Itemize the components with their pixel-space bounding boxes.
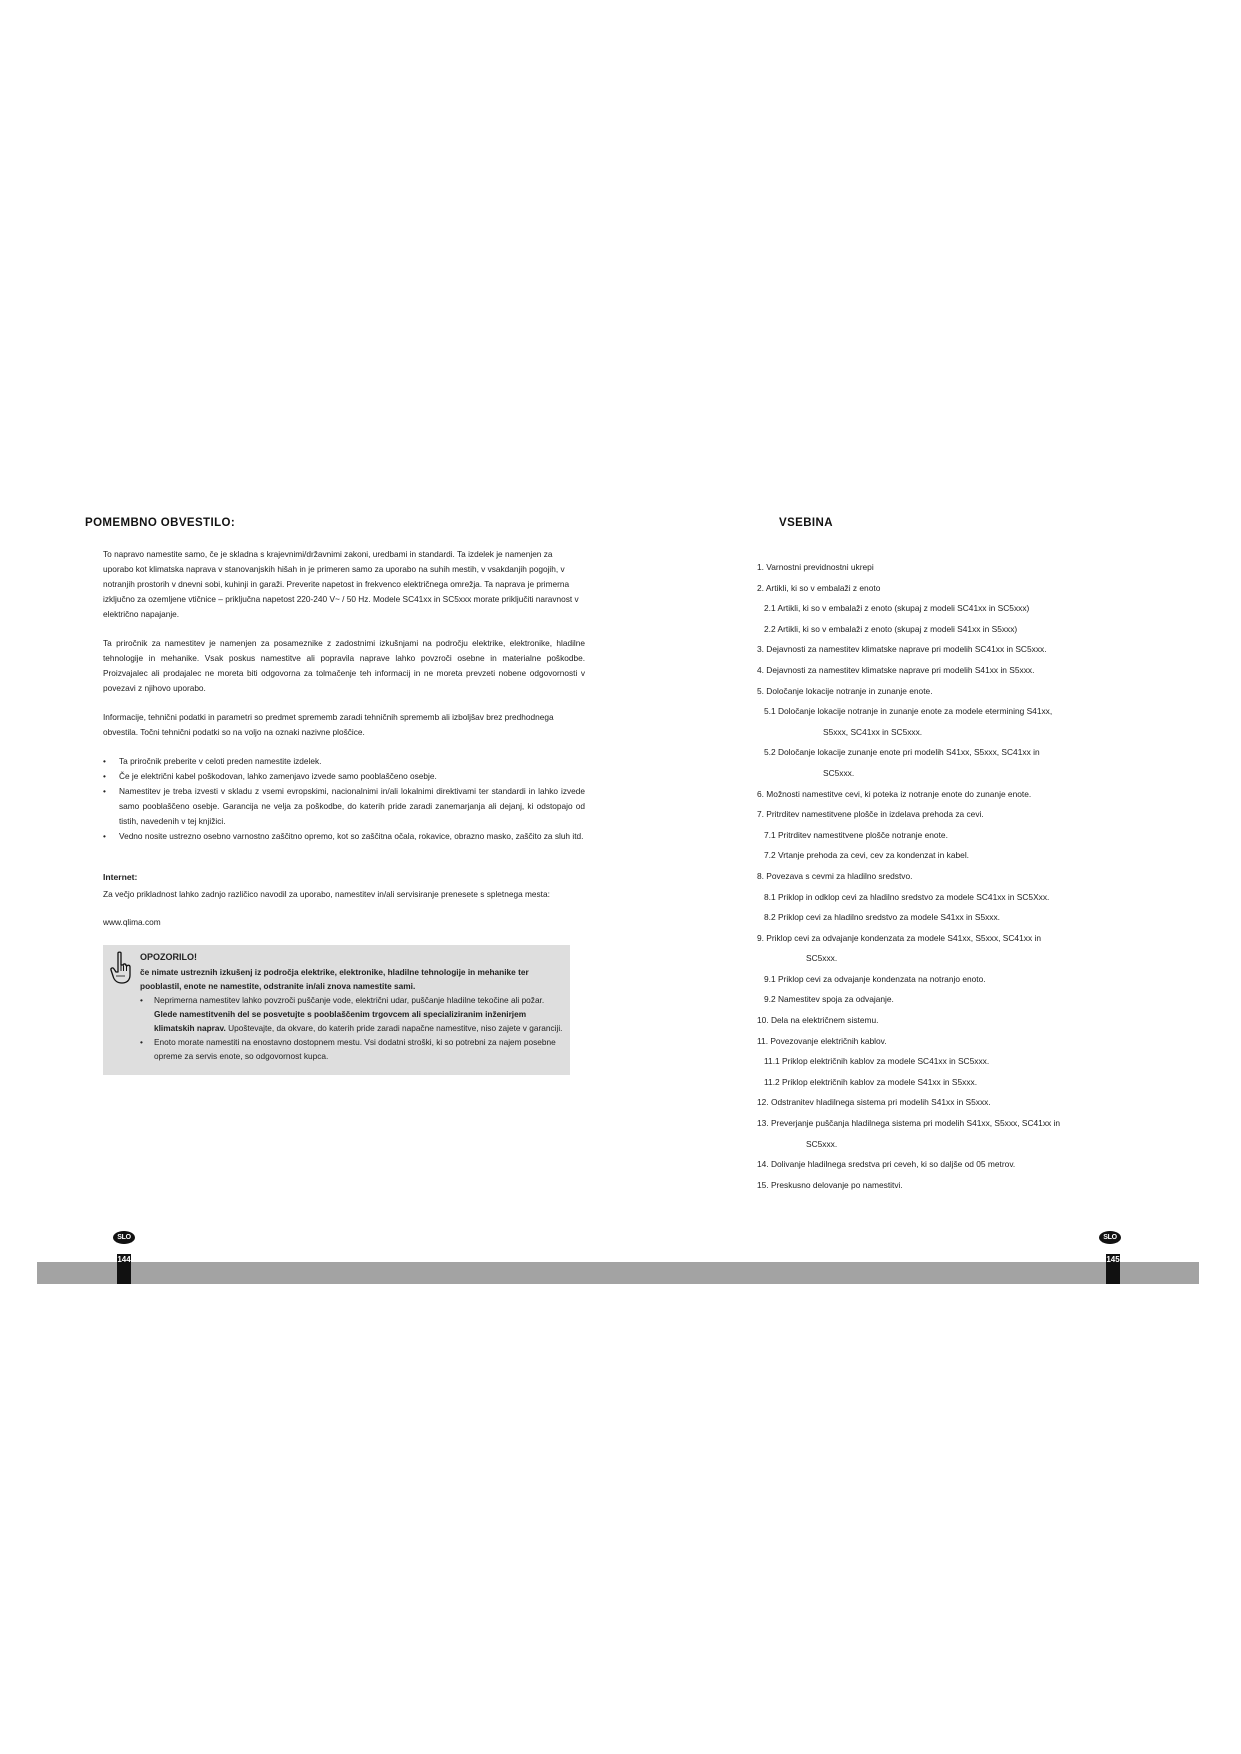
toc-item: 11. Povezovanje električnih kablov. <box>757 1035 887 1046</box>
toc-item: 7. Pritrditev namestitvene plošče in izdelava prehoda za cevi. <box>757 809 984 820</box>
toc-item: 12. Odstranitev hladilnega sistema pri modelih S41xx in S5xxx. <box>757 1097 991 1108</box>
toc-item: 9.1 Priklop cevi za odvajanje kondenzata na notranjo enoto. <box>764 973 986 984</box>
bullet-text: Ta priročnik preberite v celoti preden namestite izdelek. <box>119 756 322 766</box>
toc-item: S5xxx, SC41xx in SC5xxx. <box>823 726 923 737</box>
warning-title: OPOZORILO! <box>140 952 197 962</box>
notice-paragraph-1: To napravo namestite samo, če je skladna s krajevnimi/državnimi zakoni, uredbami in standardi. Ta izdelek je namenjen za uporabo kot klimatska naprava v stanovanjskih hišah in je primeren samo za uporabo na suhih mestih, v vsakdanjih pogojih, v notranjih prostorih v dnevni sobi, kuhinji in garaži. Preverite napetost in frekvenco električnega omrežja. Ta naprava je primerna izključno za ozemljene vtičnice – priključna napetost 220-240 V~ / 50 Hz. Modele SC41xx in SC5xxx morate priključiti naravnost v električno napajanje. <box>103 549 579 619</box>
bullet-icon: • <box>103 786 106 796</box>
page-number-left: 144 <box>117 1254 131 1284</box>
bullet-text: Namestitev je treba izvesti v skladu z vsemi evropskimi, nacionalnimi in/ali lokalnimi direktivami ter standardi in lahko izvede samo pooblaščeno osebje. Garancija ne velja za poškodbe, do katerih pride zaradi zanemarjanja ali dejanj, ki odstopajo od tistih, navedenih v tej knjižici. <box>119 786 585 826</box>
notice-paragraph-3: Informacije, tehnični podatki in parametri so predmet sprememb zaradi tehničnih sprememb ali izboljšav brez predhodnega obvestila. Točni tehnični podatki so na voljo na oznaki nazivne ploščice. <box>103 712 554 737</box>
toc-item: SC5xxx. <box>806 953 838 964</box>
toc-item: 3. Dejavnosti za namestitev klimatske naprave pri modelih SC41xx in SC5xxx. <box>757 644 1047 655</box>
toc-item: 9. Priklop cevi za odvajanje kondenzata za modele S41xx, S5xxx, SC41xx in <box>757 932 1041 943</box>
list-item <box>103 754 585 769</box>
internet-label: Internet: <box>103 872 138 882</box>
page-number-right: 145 <box>1106 1254 1120 1284</box>
pointing-hand-icon <box>109 951 133 985</box>
toc-item: 13. Preverjanje puščanja hladilnega sistema pri modelih S41xx, S5xxx, SC41xx in <box>757 1118 1061 1129</box>
table-of-contents <box>757 557 1117 1195</box>
footer-band <box>37 1262 1199 1284</box>
left-page-heading: POMEMBNO OBVESTILO: <box>85 517 236 529</box>
notice-bullet-list <box>103 754 585 844</box>
warning-item-2: Enoto morate namestiti na enostavno dostopnem mestu. Vsi dodatni stroški, ki so potrebni za najem posebne opreme za servis enote, so odgovornost kupca. <box>154 1037 556 1061</box>
toc-item: 8.1 Priklop in odklop cevi za hladilno sredstvo za modele SC41xx in SC5Xxx. <box>764 891 1050 902</box>
right-page-heading: VSEBINA <box>779 517 833 529</box>
toc-item: 2. Artikli, ki so v embalaži z enoto <box>757 582 881 593</box>
toc-item: SC5xxx. <box>806 1138 838 1149</box>
bullet-icon: • <box>140 995 143 1005</box>
toc-item: 11.1 Priklop električnih kablov za modele SC41xx in SC5xxx. <box>764 1056 990 1067</box>
toc-item: 5.1 Določanje lokacije notranje in zunanje enote za modele etermining S41xx, <box>764 706 1053 717</box>
notice-paragraph-2: Ta priročnik za namestitev je namenjen za posameznike z zadostnimi izkušnjami na področju elektrike, elektronike, hladilne tehnologije in mehanike. Vsak poskus namestitve ali popravila naprave lahko povzroči osebne in materialne poškodbe. Proizvajalec ali prodajalec ne moreta biti odgovorna za tolmačenje teh informacij in ne moreta prevzeti nobene odgovornosti v povezavi z njihovo uporabo. <box>103 638 585 693</box>
toc-item: 4. Dejavnosti za namestitev klimatske naprave pri modelih S41xx in S5xxx. <box>757 664 1035 675</box>
internet-url: www.qlima.com <box>103 917 161 927</box>
toc-item: 7.1 Pritrditev namestitvene plošče notranje enote. <box>764 829 948 840</box>
bullet-text: Vedno nosite ustrezno osebno varnostno zaščitno opremo, kot so zaščitna očala, rokavice, obrazno masko, zaščito za sluh itd. <box>119 831 584 841</box>
list-item <box>103 829 585 844</box>
bullet-icon: • <box>103 771 106 781</box>
toc-item: 9.2 Namestitev spoja za odvajanje. <box>764 994 894 1005</box>
toc-item: 8. Povezava s cevmi za hladilno sredstvo. <box>757 870 913 881</box>
toc-item: 5. Določanje lokacije notranje in zunanje enote. <box>757 685 933 696</box>
toc-item: 15. Preskusno delovanje po namestitvi. <box>757 1179 903 1190</box>
toc-item: 14. Dolivanje hladilnega sredstva pri ceveh, ki so daljše od 05 metrov. <box>757 1159 1016 1170</box>
warning-item-1c: Upoštevajte, da okvare, do katerih pride zaradi napačne namestitve, niso zajete v garanciji. <box>225 1023 563 1033</box>
warning-box <box>103 945 570 1075</box>
list-item <box>140 1035 565 1063</box>
warning-item-1a: Neprimerna namestitev lahko povzroči puščanje vode, električni udar, puščanje hladilne tekočine ali požar. <box>154 995 545 1005</box>
bullet-icon: • <box>103 756 106 766</box>
toc-item: 8.2 Priklop cevi za hladilno sredstvo za modele S41xx in S5xxx. <box>764 912 1001 923</box>
warning-item-1b: Glede namestitvenih del se posvetujte s pooblaščenim trgovcem ali specializiranim inženirjem klimatskih naprav. <box>154 1009 527 1033</box>
toc-item: 6. Možnosti namestitve cevi, ki poteka iz notranje enote do zunanje enote. <box>757 788 1032 799</box>
bullet-icon: • <box>103 831 106 841</box>
toc-item: 7.2 Vrtanje prehoda za cevi, cev za kondenzat in kabel. <box>764 850 970 861</box>
slo-logo-icon: SLO <box>113 1231 135 1244</box>
toc-item: 2.2 Artikli, ki so v embalaži z enoto (skupaj z modeli S41xx in S5xxx) <box>764 623 1018 634</box>
list-item <box>140 993 565 1035</box>
internet-text: Za večjo prikladnost lahko zadnjo različico navodil za uporabo, namestitev in/ali servisiranje prenesete s spletnega mesta: <box>103 889 550 899</box>
toc-item: 5.2 Določanje lokacije zunanje enote pri modelih S41xx, S5xxx, SC41xx in <box>764 747 1040 758</box>
toc-item: 2.1 Artikli, ki so v embalaži z enoto (skupaj z modeli SC41xx in SC5xxx) <box>764 603 1030 614</box>
toc-item: 10. Dela na električnem sistemu. <box>757 1015 879 1026</box>
list-item <box>103 769 585 784</box>
toc-item: SC5xxx. <box>823 767 855 778</box>
slo-logo-icon: SLO <box>1099 1231 1121 1244</box>
bullet-icon: • <box>140 1037 143 1047</box>
toc-item: 1. Varnostni previdnostni ukrepi <box>757 562 874 572</box>
warning-lead: če nimate ustreznih izkušenj iz področja elektrike, elektronike, hladilne tehnologije in mehanike ter pooblastil, enote ne namestite, odstranite in/ali znova namestite sami. <box>140 967 529 991</box>
bullet-text: Če je električni kabel poškodovan, lahko zamenjavo izvede samo pooblaščeno osebje. <box>119 771 437 781</box>
list-item <box>103 784 585 829</box>
warning-list <box>140 993 565 1063</box>
toc-item: 11.2 Priklop električnih kablov za modele S41xx in S5xxx. <box>764 1076 978 1087</box>
